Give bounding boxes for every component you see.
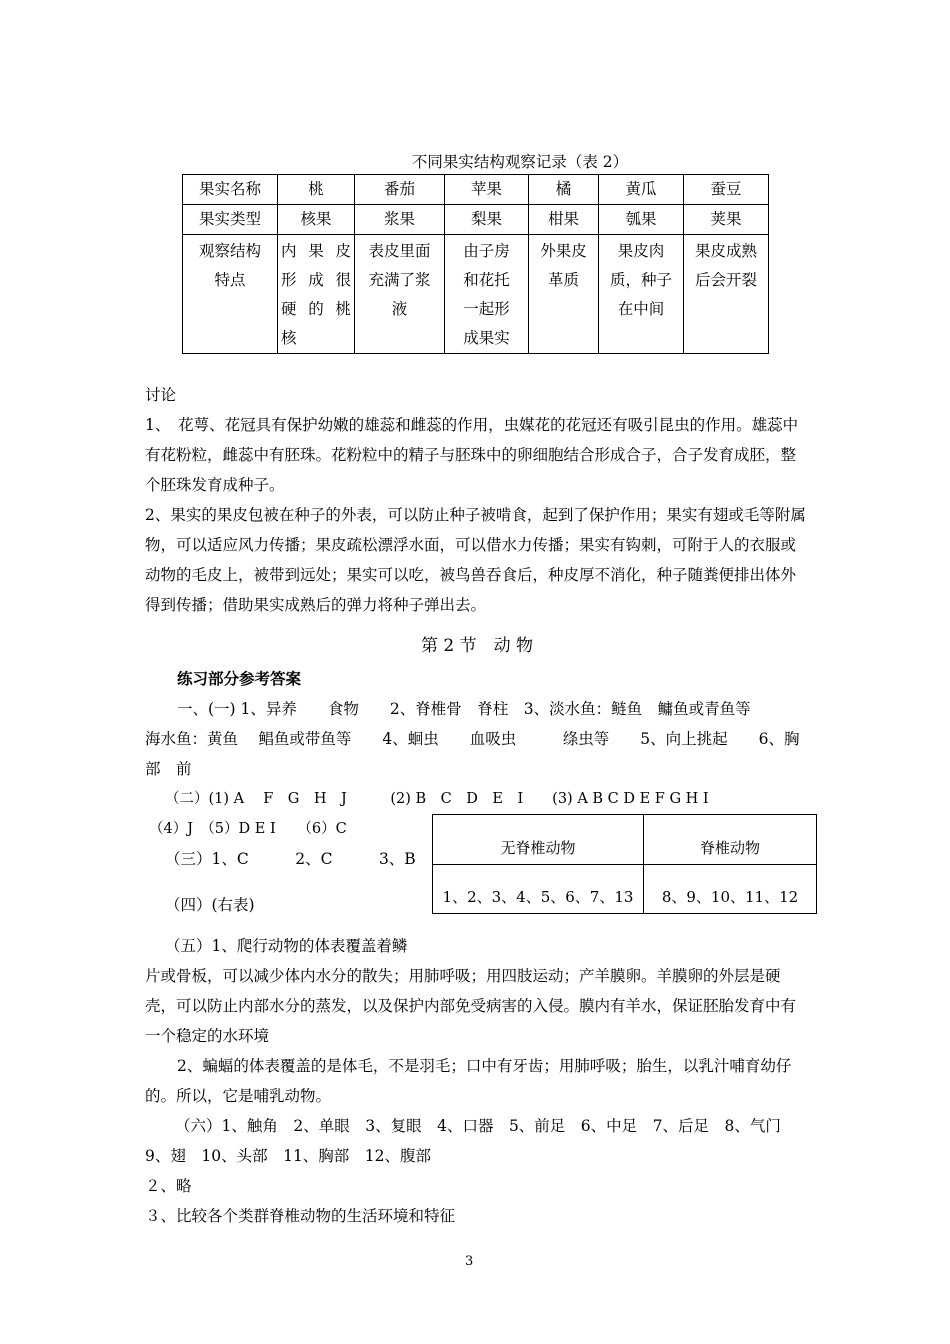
row-label-features-line: 特点 xyxy=(214,271,246,289)
fruit-name-cell: 橘 xyxy=(529,175,599,205)
feature-line: 表皮里面 xyxy=(368,242,431,260)
answer-q5-rest: 片或骨板，可以减少体内水分的散失；用肺呼吸；用四肢运动；产羊膜卵。羊膜卵的外层是硬壳，可以防止内部水分的蒸发，以及保护内部免受病害的入侵。膜内有羊水，保证胚胎发育中有一个稳定的水环境 xyxy=(145,967,797,1045)
fruit-name-cell: 蚕豆 xyxy=(684,175,769,205)
feature-line: 一起形 xyxy=(463,300,510,318)
feature-line: 成果实 xyxy=(463,329,510,347)
feature-line: 充满了浆 xyxy=(368,271,431,289)
animal-classification-table xyxy=(432,814,817,914)
feature-line: 和花托 xyxy=(463,271,510,289)
fruit-name-cell: 黄瓜 xyxy=(599,175,684,205)
feature-line: 在中间 xyxy=(617,300,665,318)
fruit-name-cell: 番茄 xyxy=(355,175,445,205)
fruit-type-cell: 荚果 xyxy=(684,205,769,235)
answer-q4: （四）(右表) xyxy=(165,896,255,914)
fruit-type-cell: 梨果 xyxy=(445,205,529,235)
answers-subtitle: 练习部分参考答案 xyxy=(177,669,302,688)
table-row xyxy=(433,815,817,865)
table-row xyxy=(433,864,817,914)
row-label-features xyxy=(183,235,278,354)
discussion-paragraph-1: 1、 花萼、花冠具有保护幼嫩的雄蕊和雌蕊的作用，虫媒花的花冠还有吸引昆虫的作用。雄蕊中有花粉粒，雌蕊中有胚珠。花粉粒中的精子与胚珠中的卵细胞结合形成合子，合子发育成胚，整个胚珠发育成种子。 xyxy=(145,416,799,494)
fruit-name-cell: 苹果 xyxy=(445,175,529,205)
answer-q3: （三）1、C 2、C 3、B xyxy=(165,850,416,868)
fruit-type-cell: 柑果 xyxy=(529,205,599,235)
answer-q2-line1: （二）(1) A F G H J (2) B C D E I (3) A B C D E F G H I xyxy=(165,791,709,807)
feature-cell-orange xyxy=(529,235,599,354)
fruit-name-cell: 桃 xyxy=(278,175,355,205)
discussion-paragraph-2: 2、果实的果皮包被在种子的外表，可以防止种子被啃食，起到了保护作用；果实有翅或毛等附属物，可以适应风力传播；果皮疏松漂浮水面，可以借水力传播；果实有钩刺，可附于人的衣服或动物的毛皮上，被带到远处；果实可以吃，被鸟兽吞食后，种皮厚不消化，种子随粪便排出体外得到传播；借助果实成熟后的弹力将种子弹出去。 xyxy=(145,506,806,614)
feature-cell-peach xyxy=(278,235,355,354)
feature-line: 内 果 皮 xyxy=(281,242,351,260)
feature-line: 硬 的 桃 xyxy=(281,300,351,318)
discussion-block xyxy=(145,380,809,620)
answer-q1-line3: 部 前 xyxy=(145,760,192,778)
feature-cell-cucumber xyxy=(599,235,684,354)
fruit-type-cell: 瓠果 xyxy=(599,205,684,235)
feature-line: 果皮肉 xyxy=(617,242,665,260)
row-label-type: 果实类型 xyxy=(183,205,278,235)
answer-q6-line1: （六）1、触角 2、单眼 3、复眼 4、口器 5、前足 6、中足 7、后足 8、气门 xyxy=(175,1117,781,1135)
answer-q1-line2: 海水鱼：黄鱼 鲳鱼或带鱼等 4、蛔虫 血吸虫 绦虫等 5、向上挑起 6、胸 xyxy=(145,730,800,748)
feature-line: 液 xyxy=(391,300,408,318)
answer-q5-part2: 2、蝙蝠的体表覆盖的是体毛，不是羽毛；口中有牙齿；用肺呼吸；胎生，以乳汁哺育幼仔的。所以，它是哺乳动物。 xyxy=(145,1057,792,1105)
feature-cell-tomato xyxy=(355,235,445,354)
fruit-type-cell: 浆果 xyxy=(355,205,445,235)
answer-item-3: ３、比较各个类群脊椎动物的生活环境和特征 xyxy=(145,1207,456,1225)
fruit-structure-table xyxy=(182,174,769,354)
table-row-fruit-type xyxy=(183,205,769,235)
feature-line: 革质 xyxy=(547,271,579,289)
table-row-features xyxy=(183,235,769,354)
page-number: 3 xyxy=(465,1254,474,1269)
feature-line: 核 xyxy=(281,329,297,347)
answer-q2-line2: （4）J （5）D E I （6）C xyxy=(149,821,347,837)
feature-line: 外果皮 xyxy=(540,242,587,260)
answer-q1-line1: 一、(一) 1、异养 食物 2、脊椎骨 脊柱 3、淡水鱼：鲢鱼 鳙鱼或青鱼等 xyxy=(177,700,751,718)
answers-block-2 xyxy=(145,931,809,1231)
feature-line: 质，种子 xyxy=(609,271,672,289)
table-row-fruit-name xyxy=(183,175,769,205)
row-label-features-line: 观察结构 xyxy=(198,242,261,260)
feature-cell-broad-bean xyxy=(684,235,769,354)
feature-cell-apple xyxy=(445,235,529,354)
feature-line: 后会开裂 xyxy=(694,271,757,289)
invertebrate-values: 1、2、3、4、5、6、7、13 xyxy=(433,864,644,914)
answer-q6-line2: 9、翅 10、头部 11、胸部 12、腹部 xyxy=(145,1147,432,1165)
feature-line: 由子房 xyxy=(463,242,510,260)
invertebrate-header: 无脊椎动物 xyxy=(433,815,644,865)
table-caption: 不同果实结构观察记录（表 2） xyxy=(411,153,629,171)
feature-line: 果皮成熟 xyxy=(694,242,757,260)
row-label-name: 果实名称 xyxy=(183,175,278,205)
vertebrate-header: 脊椎动物 xyxy=(644,815,817,865)
answer-item-2: ２、略 xyxy=(145,1177,192,1195)
answer-q5-line1: （五）1、爬行动物的体表覆盖着鳞 xyxy=(165,937,408,955)
fruit-type-cell: 核果 xyxy=(278,205,355,235)
section-title: 第 2 节 动 物 xyxy=(420,636,534,656)
feature-line: 形 成 很 xyxy=(281,271,351,289)
vertebrate-values: 8、9、10、11、12 xyxy=(644,864,817,914)
discussion-heading: 讨论 xyxy=(145,386,177,404)
